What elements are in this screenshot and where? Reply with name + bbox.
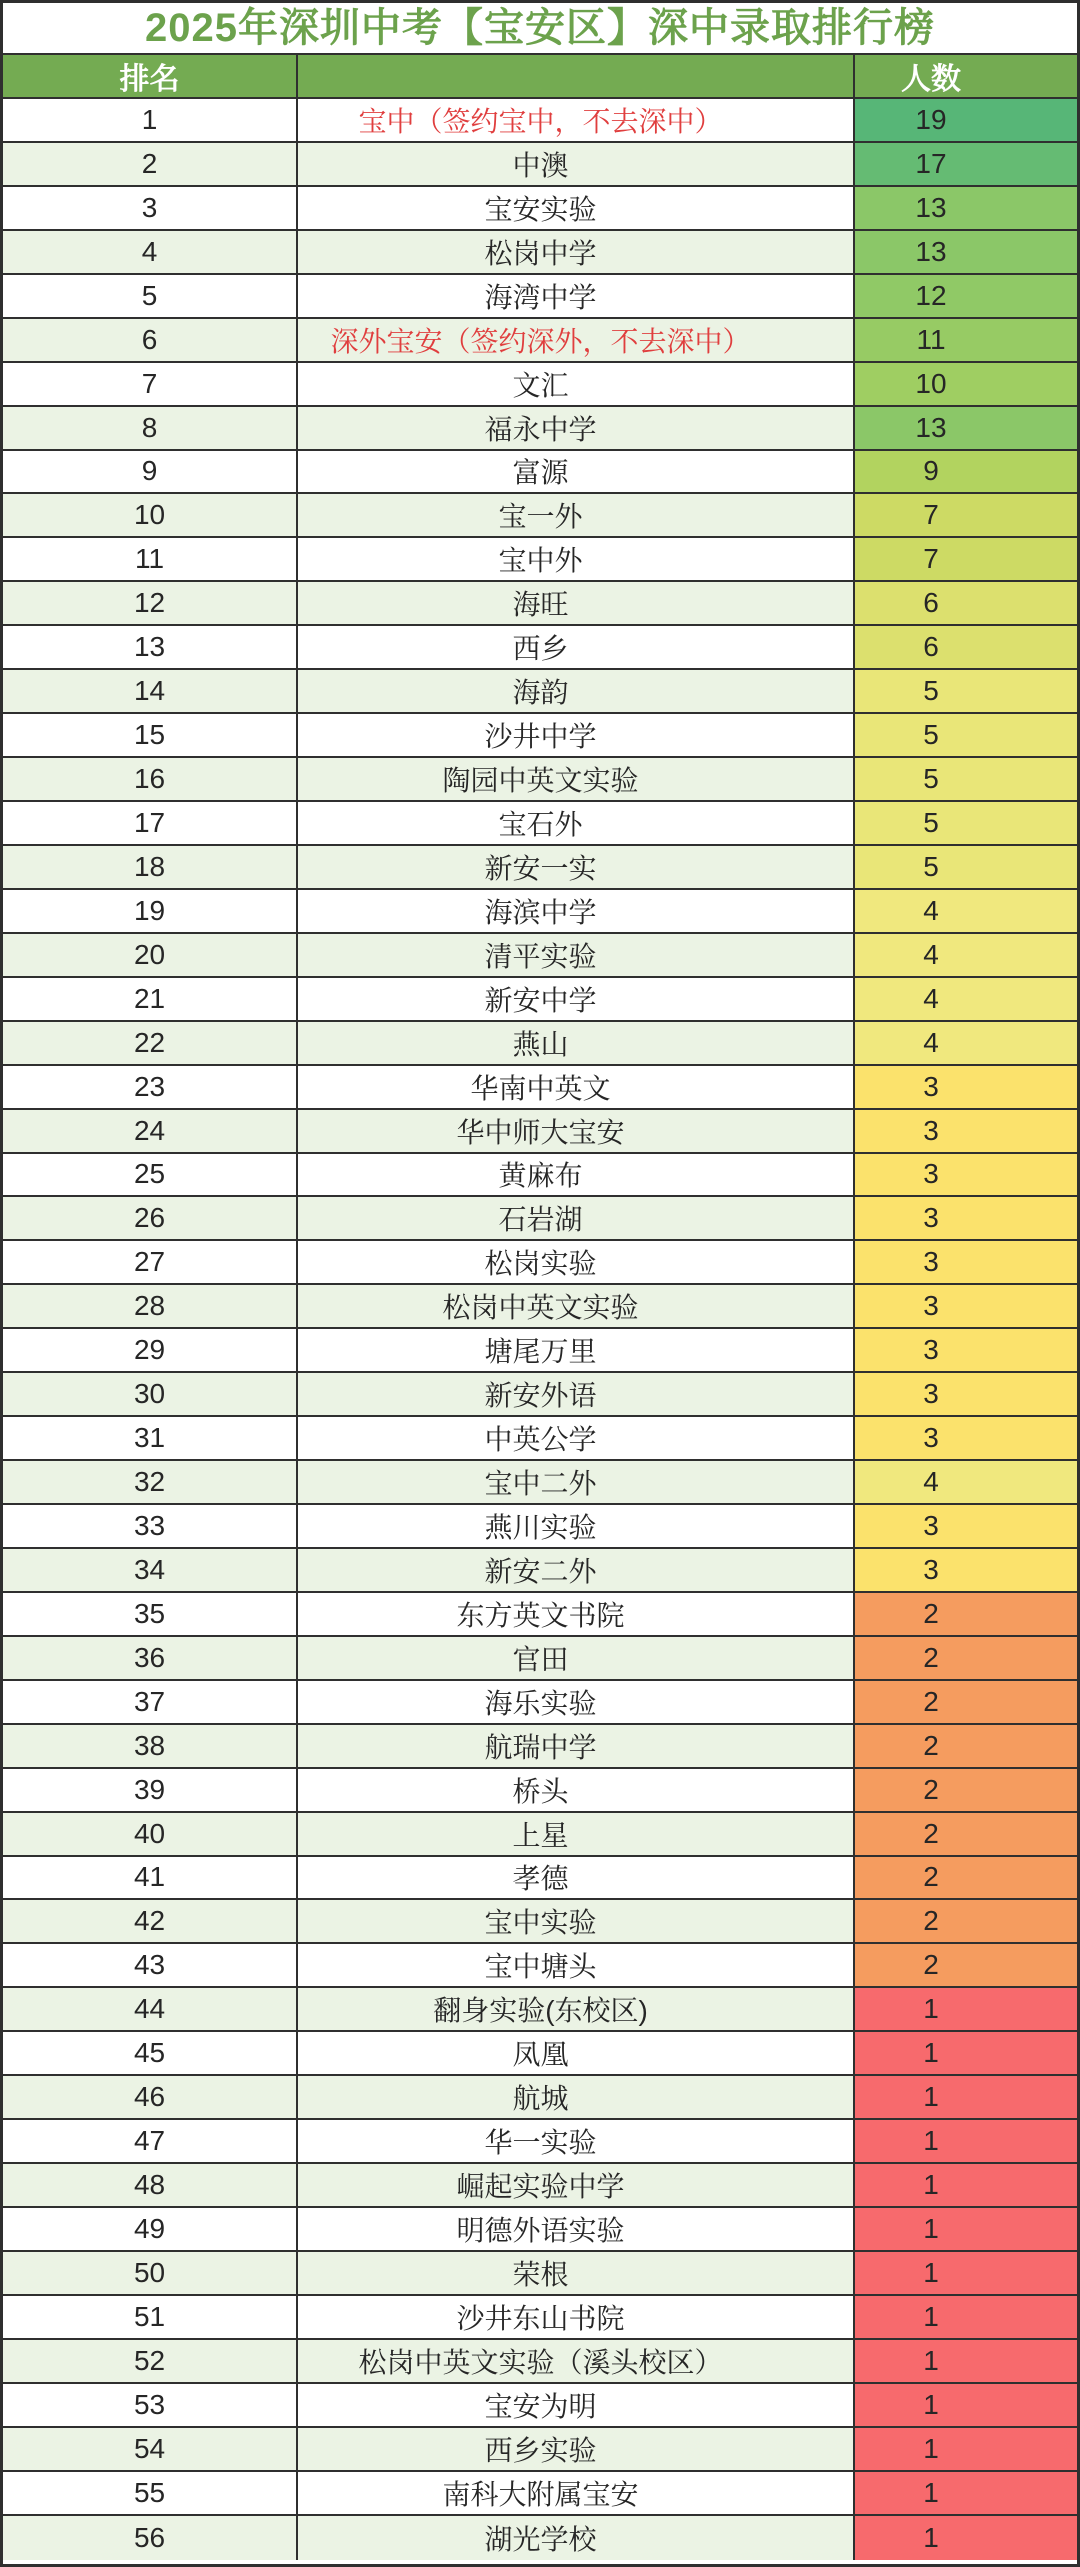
school-cell: 燕山 [298, 1022, 855, 1064]
table-row [3, 1944, 1077, 1988]
count-cell: 5 [855, 758, 1077, 800]
school-cell: 黄麻布 [298, 1154, 855, 1196]
rank-cell: 22 [3, 1022, 298, 1064]
school-cell: 南科大附属宝安 [298, 2472, 855, 2514]
rank-cell: 47 [3, 2120, 298, 2162]
count-cell: 4 [855, 1022, 1077, 1064]
rank-cell: 18 [3, 846, 298, 888]
rank-cell: 41 [3, 1857, 298, 1899]
count-cell: 1 [855, 2032, 1077, 2074]
table-row [3, 1154, 1077, 1198]
table-row [3, 2208, 1077, 2252]
table-row [3, 1241, 1077, 1285]
count-cell: 3 [855, 1197, 1077, 1239]
table-row [3, 2296, 1077, 2340]
count-cell: 2 [855, 1900, 1077, 1942]
count-cell: 3 [855, 1549, 1077, 1591]
count-cell: 11 [855, 319, 1077, 361]
table-row [3, 802, 1077, 846]
count-cell: 4 [855, 934, 1077, 976]
school-cell: 宝中二外 [298, 1461, 855, 1503]
count-cell: 1 [855, 2516, 1077, 2560]
school-cell: 海滨中学 [298, 890, 855, 932]
table-row [3, 1329, 1077, 1373]
count-cell: 4 [855, 1461, 1077, 1503]
rank-cell: 52 [3, 2340, 298, 2382]
table-row [3, 758, 1077, 802]
table-row [3, 1417, 1077, 1461]
rank-cell: 49 [3, 2208, 298, 2250]
count-cell: 1 [855, 2252, 1077, 2294]
rank-cell: 54 [3, 2428, 298, 2470]
count-cell: 2 [855, 1857, 1077, 1899]
count-cell: 19 [855, 99, 1077, 141]
rank-cell: 55 [3, 2472, 298, 2514]
table-row [3, 1505, 1077, 1549]
school-cell: 宝石外 [298, 802, 855, 844]
rank-cell: 8 [3, 407, 298, 449]
school-cell: 航城 [298, 2076, 855, 2118]
table-row [3, 1549, 1077, 1593]
count-cell: 7 [855, 538, 1077, 580]
count-cell: 10 [855, 363, 1077, 405]
school-cell: 崛起实验中学 [298, 2164, 855, 2206]
count-cell: 3 [855, 1241, 1077, 1283]
table-row [3, 1066, 1077, 1110]
school-cell: 松岗中英文实验（溪头校区） [298, 2340, 855, 2382]
rank-cell: 39 [3, 1769, 298, 1811]
school-cell: 中英公学 [298, 1417, 855, 1459]
count-cell: 6 [855, 582, 1077, 624]
school-cell: 中澳 [298, 143, 855, 185]
rank-cell: 14 [3, 670, 298, 712]
count-cell: 2 [855, 1944, 1077, 1986]
rank-cell: 38 [3, 1725, 298, 1767]
count-cell: 5 [855, 670, 1077, 712]
count-cell: 1 [855, 1988, 1077, 2030]
rank-cell: 33 [3, 1505, 298, 1547]
rank-cell: 6 [3, 319, 298, 361]
table-row [3, 934, 1077, 978]
school-cell: 西乡实验 [298, 2428, 855, 2470]
rank-cell: 40 [3, 1813, 298, 1855]
rank-cell: 4 [3, 231, 298, 273]
rank-cell: 15 [3, 714, 298, 756]
school-cell: 西乡 [298, 626, 855, 668]
table-row [3, 890, 1077, 934]
school-cell: 海乐实验 [298, 1681, 855, 1723]
rank-cell: 20 [3, 934, 298, 976]
count-cell: 3 [855, 1417, 1077, 1459]
table-row [3, 2252, 1077, 2296]
rank-cell: 29 [3, 1329, 298, 1371]
school-cell: 深外宝安（签约深外，不去深中） [298, 319, 855, 361]
rank-cell: 5 [3, 275, 298, 317]
table-row [3, 1022, 1077, 1066]
rank-cell: 1 [3, 99, 298, 141]
table-row [3, 1637, 1077, 1681]
school-cell: 东方英文书院 [298, 1593, 855, 1635]
table-row [3, 1373, 1077, 1417]
school-cell: 宝中（签约宝中，不去深中） [298, 99, 855, 141]
school-cell: 宝中外 [298, 538, 855, 580]
header-rank: 排名 [3, 55, 298, 97]
count-cell: 3 [855, 1329, 1077, 1371]
school-cell: 航瑞中学 [298, 1725, 855, 1767]
table-row [3, 2384, 1077, 2428]
table-row [3, 99, 1077, 143]
count-cell: 2 [855, 1637, 1077, 1679]
school-cell: 华南中英文 [298, 1066, 855, 1108]
table-row [3, 2076, 1077, 2120]
table-row [3, 363, 1077, 407]
header-count: 人数 [900, 63, 961, 96]
table-row [3, 538, 1077, 582]
page-title: 2025年深圳中考【宝安区】深中录取排行榜 [145, 6, 935, 50]
school-cell: 海湾中学 [298, 275, 855, 317]
rank-cell: 36 [3, 1637, 298, 1679]
count-cell: 5 [855, 846, 1077, 888]
table-row [3, 1593, 1077, 1637]
count-cell: 6 [855, 626, 1077, 668]
rank-cell: 2 [3, 143, 298, 185]
school-cell: 官田 [298, 1637, 855, 1679]
rank-cell: 30 [3, 1373, 298, 1415]
rank-cell: 16 [3, 758, 298, 800]
rank-cell: 21 [3, 978, 298, 1020]
school-cell: 石岩湖 [298, 1197, 855, 1239]
rank-cell: 35 [3, 1593, 298, 1635]
table-row [3, 187, 1077, 231]
count-cell: 2 [855, 1593, 1077, 1635]
school-cell: 宝中实验 [298, 1900, 855, 1942]
rank-cell: 11 [3, 538, 298, 580]
count-cell: 5 [855, 714, 1077, 756]
count-cell: 2 [855, 1681, 1077, 1723]
table-row [3, 1857, 1077, 1901]
rank-cell: 31 [3, 1417, 298, 1459]
count-cell: 1 [855, 2428, 1077, 2470]
rank-cell: 37 [3, 1681, 298, 1723]
table-row [3, 2516, 1077, 2560]
rank-cell: 28 [3, 1285, 298, 1327]
school-cell: 福永中学 [298, 407, 855, 449]
rank-cell: 3 [3, 187, 298, 229]
count-cell: 9 [855, 451, 1077, 493]
table-header-row [3, 55, 1077, 99]
count-cell: 1 [855, 2076, 1077, 2118]
school-cell: 沙井东山书院 [298, 2296, 855, 2338]
rank-cell: 10 [3, 494, 298, 536]
school-cell: 富源 [298, 451, 855, 493]
rank-cell: 25 [3, 1154, 298, 1196]
table-row [3, 582, 1077, 626]
table-row [3, 1461, 1077, 1505]
table-row [3, 451, 1077, 495]
school-cell: 华中师大宝安 [298, 1110, 855, 1152]
rank-cell: 34 [3, 1549, 298, 1591]
table-row [3, 2340, 1077, 2384]
school-cell: 海旺 [298, 582, 855, 624]
rank-cell: 9 [3, 451, 298, 493]
school-cell: 明德外语实验 [298, 2208, 855, 2250]
rank-cell: 56 [3, 2516, 298, 2560]
count-cell: 1 [855, 2296, 1077, 2338]
school-cell: 新安二外 [298, 1549, 855, 1591]
school-cell: 荣根 [298, 2252, 855, 2294]
table-row [3, 670, 1077, 714]
school-cell: 翻身实验(东校区) [298, 1988, 855, 2030]
count-cell: 3 [855, 1154, 1077, 1196]
count-cell: 4 [855, 890, 1077, 932]
school-cell: 宝安实验 [298, 187, 855, 229]
table-row [3, 1769, 1077, 1813]
school-cell: 华一实验 [298, 2120, 855, 2162]
rank-cell: 53 [3, 2384, 298, 2426]
count-cell: 3 [855, 1505, 1077, 1547]
school-cell: 宝安为明 [298, 2384, 855, 2426]
table-row [3, 319, 1077, 363]
count-cell: 12 [855, 275, 1077, 317]
rank-cell: 7 [3, 363, 298, 405]
table-row [3, 1725, 1077, 1769]
table-row [3, 494, 1077, 538]
school-cell: 宝中塘头 [298, 1944, 855, 1986]
school-cell: 松岗中学 [298, 231, 855, 273]
table-row [3, 1110, 1077, 1154]
table-row [3, 714, 1077, 758]
table-row [3, 231, 1077, 275]
count-cell: 17 [855, 143, 1077, 185]
school-cell: 上星 [298, 1813, 855, 1855]
school-cell: 新安中学 [298, 978, 855, 1020]
rank-cell: 27 [3, 1241, 298, 1283]
rank-cell: 48 [3, 2164, 298, 2206]
count-cell: 1 [855, 2340, 1077, 2382]
school-cell: 沙井中学 [298, 714, 855, 756]
table-row [3, 1285, 1077, 1329]
count-cell: 1 [855, 2384, 1077, 2426]
table-row [3, 2120, 1077, 2164]
school-cell: 松岗实验 [298, 1241, 855, 1283]
rank-cell: 26 [3, 1197, 298, 1239]
school-cell: 燕川实验 [298, 1505, 855, 1547]
count-cell: 1 [855, 2472, 1077, 2514]
count-cell: 1 [855, 2120, 1077, 2162]
count-cell: 2 [855, 1813, 1077, 1855]
school-cell: 新安外语 [298, 1373, 855, 1415]
school-cell: 凤凰 [298, 2032, 855, 2074]
rank-cell: 19 [3, 890, 298, 932]
table-row [3, 143, 1077, 187]
school-cell: 海韵 [298, 670, 855, 712]
count-cell: 13 [855, 407, 1077, 449]
school-cell: 文汇 [298, 363, 855, 405]
count-cell: 1 [855, 2164, 1077, 2206]
header-school [298, 55, 855, 97]
count-cell: 2 [855, 1725, 1077, 1767]
count-cell: 4 [855, 978, 1077, 1020]
rank-cell: 24 [3, 1110, 298, 1152]
school-cell: 宝一外 [298, 494, 855, 536]
table-row [3, 2428, 1077, 2472]
count-cell: 13 [855, 231, 1077, 273]
rank-cell: 46 [3, 2076, 298, 2118]
count-cell: 3 [855, 1373, 1077, 1415]
count-cell: 3 [855, 1066, 1077, 1108]
table-row [3, 626, 1077, 670]
rank-cell: 51 [3, 2296, 298, 2338]
table-body [3, 99, 1077, 2564]
rank-cell: 45 [3, 2032, 298, 2074]
school-cell: 松岗中英文实验 [298, 1285, 855, 1327]
count-cell: 2 [855, 1769, 1077, 1811]
table-row [3, 978, 1077, 1022]
title-bar [3, 3, 1077, 55]
count-cell: 1 [855, 2208, 1077, 2250]
school-cell: 新安一实 [298, 846, 855, 888]
school-cell: 湖光学校 [298, 2516, 855, 2560]
table-row [3, 1681, 1077, 1725]
count-cell: 3 [855, 1285, 1077, 1327]
table-row [3, 2472, 1077, 2516]
school-cell: 陶园中英文实验 [298, 758, 855, 800]
count-cell: 7 [855, 494, 1077, 536]
rank-cell: 13 [3, 626, 298, 668]
school-cell: 清平实验 [298, 934, 855, 976]
table-row [3, 1813, 1077, 1857]
school-cell: 桥头 [298, 1769, 855, 1811]
rank-cell: 12 [3, 582, 298, 624]
rank-cell: 50 [3, 2252, 298, 2294]
rank-cell: 43 [3, 1944, 298, 1986]
table-row [3, 407, 1077, 451]
rank-cell: 42 [3, 1900, 298, 1942]
table-row [3, 2032, 1077, 2076]
rank-cell: 44 [3, 1988, 298, 2030]
school-cell: 塘尾万里 [298, 1329, 855, 1371]
table-row [3, 1197, 1077, 1241]
count-cell: 5 [855, 802, 1077, 844]
count-cell: 3 [855, 1110, 1077, 1152]
table-row [3, 1988, 1077, 2032]
count-cell: 13 [855, 187, 1077, 229]
rank-cell: 32 [3, 1461, 298, 1503]
rank-cell: 23 [3, 1066, 298, 1108]
school-cell: 孝德 [298, 1857, 855, 1899]
table-row [3, 1900, 1077, 1944]
table-row [3, 846, 1077, 890]
table-row [3, 275, 1077, 319]
rank-cell: 17 [3, 802, 298, 844]
table-row [3, 2164, 1077, 2208]
